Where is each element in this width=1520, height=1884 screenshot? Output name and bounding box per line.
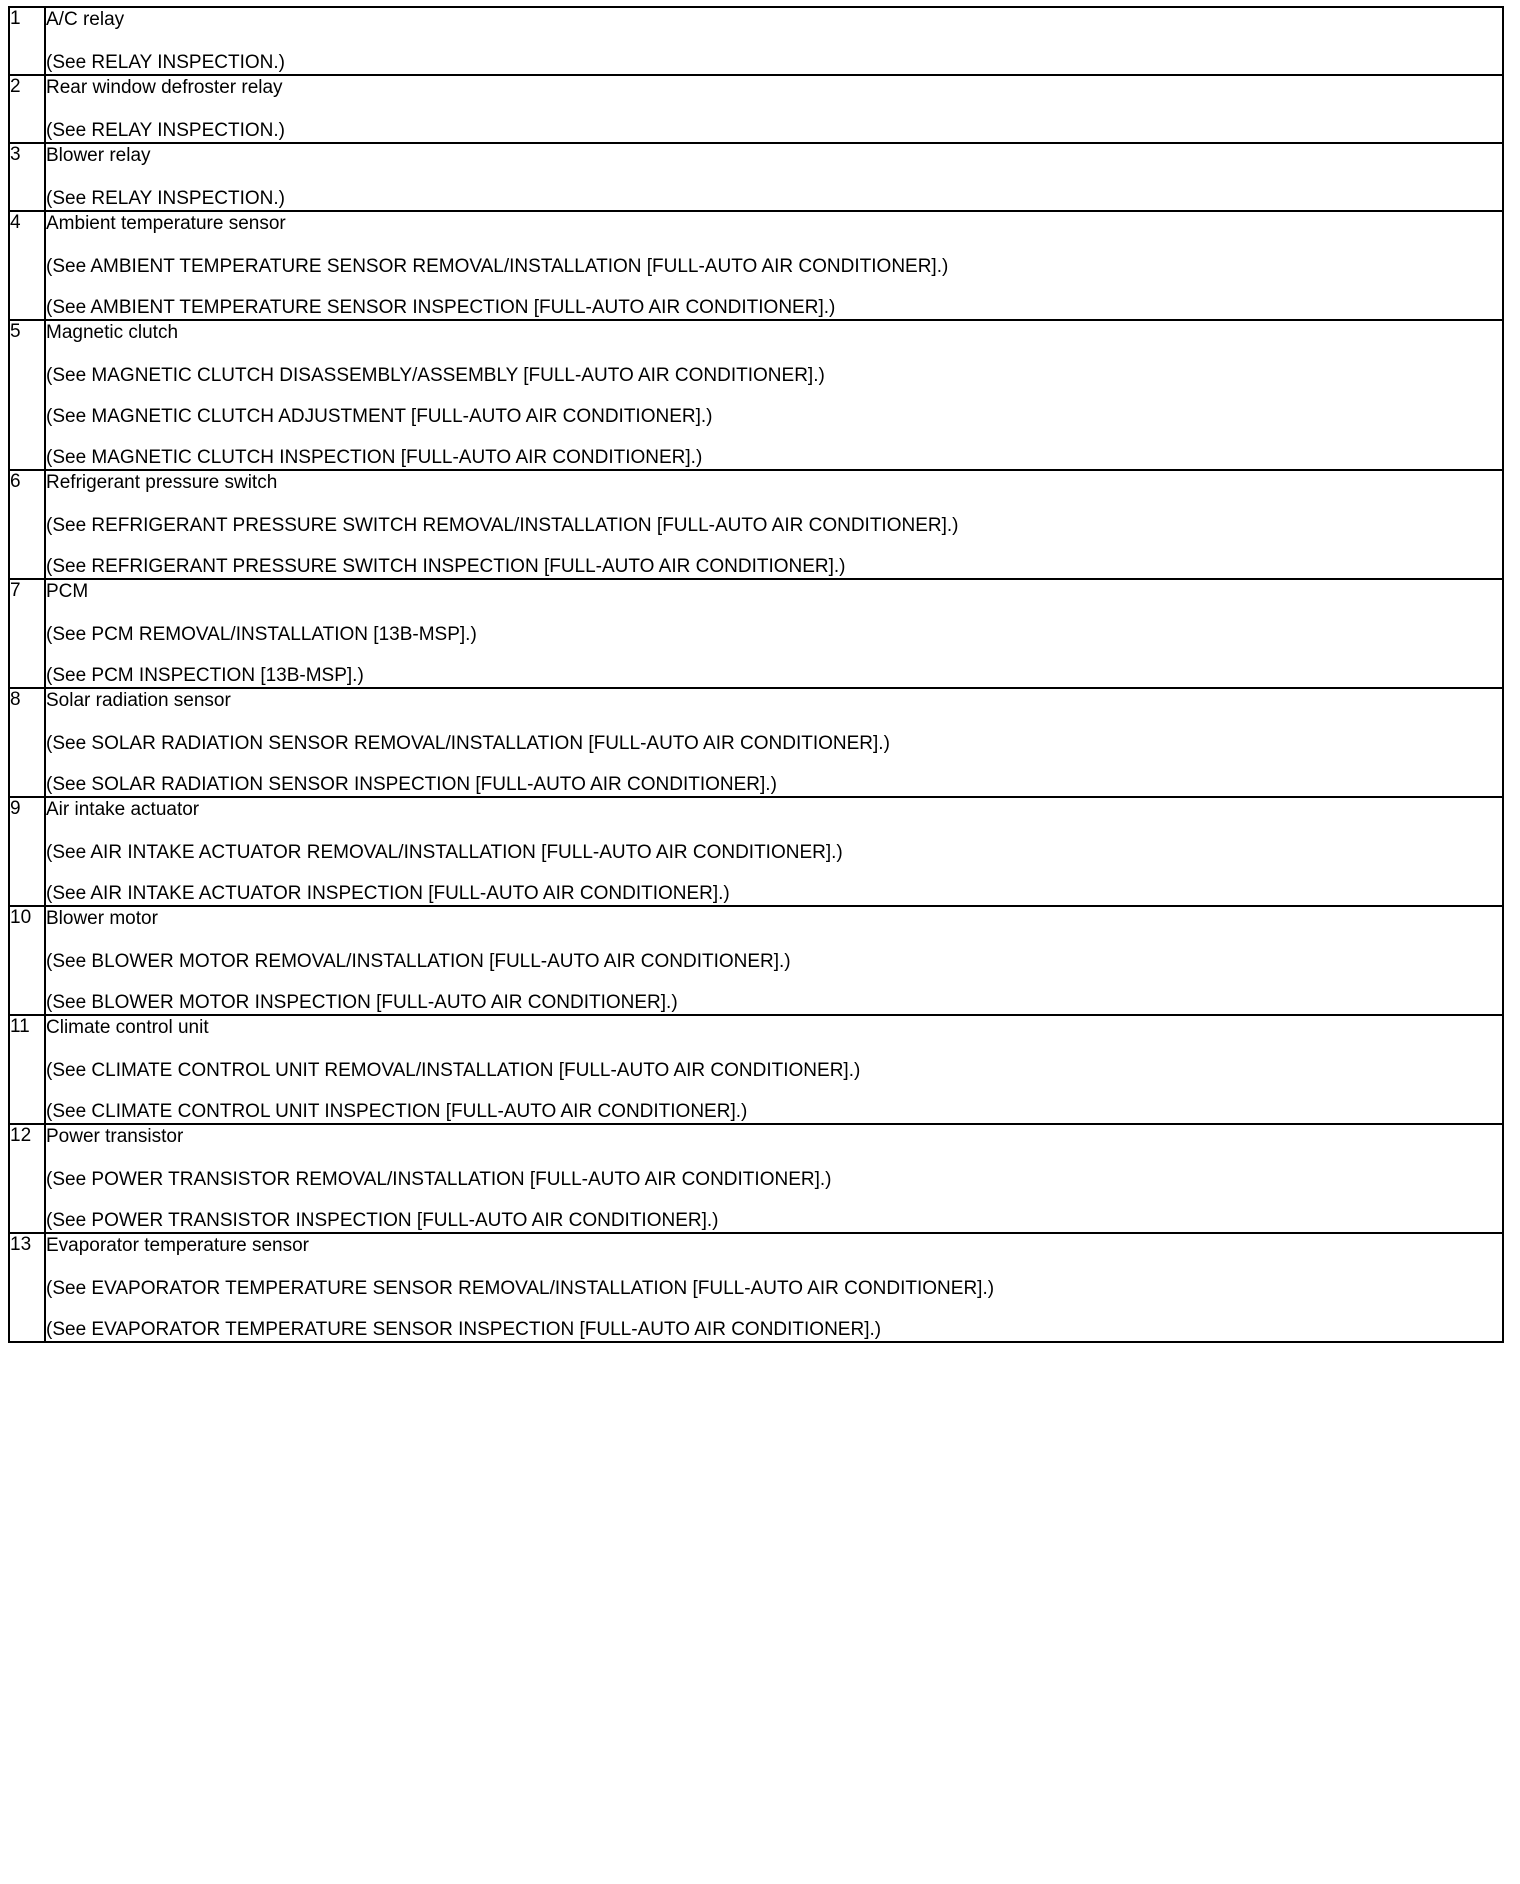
row-description bbox=[45, 211, 1503, 320]
reference-link[interactable]: (See SOLAR RADIATION SENSOR INSPECTION [FULL-AUTO AIR CONDITIONER].) bbox=[46, 774, 777, 795]
table-row bbox=[9, 579, 1503, 688]
reference-link[interactable]: (See MAGNETIC CLUTCH ADJUSTMENT [FULL-AUTO AIR CONDITIONER].) bbox=[46, 406, 713, 427]
table-row bbox=[9, 7, 1503, 75]
table-row bbox=[9, 75, 1503, 143]
table-row bbox=[9, 906, 1503, 1015]
part-name: Blower relay bbox=[46, 145, 151, 166]
reference-link[interactable]: (See CLIMATE CONTROL UNIT REMOVAL/INSTALLATION [FULL-AUTO AIR CONDITIONER].) bbox=[46, 1060, 861, 1081]
row-number: 13 bbox=[9, 1233, 45, 1342]
reference-link[interactable]: (See PCM INSPECTION [13B-MSP].) bbox=[46, 665, 364, 686]
part-name: Refrigerant pressure switch bbox=[46, 472, 278, 493]
row-description bbox=[45, 579, 1503, 688]
reference-link[interactable]: (See AMBIENT TEMPERATURE SENSOR INSPECTION [FULL-AUTO AIR CONDITIONER].) bbox=[46, 297, 836, 318]
reference-link[interactable]: (See PCM REMOVAL/INSTALLATION [13B-MSP].) bbox=[46, 624, 477, 645]
row-number: 8 bbox=[9, 688, 45, 797]
reference-link[interactable]: (See EVAPORATOR TEMPERATURE SENSOR INSPECTION [FULL-AUTO AIR CONDITIONER].) bbox=[46, 1319, 882, 1340]
reference-link[interactable]: (See AMBIENT TEMPERATURE SENSOR REMOVAL/INSTALLATION [FULL-AUTO AIR CONDITIONER].) bbox=[46, 256, 949, 277]
reference-link[interactable]: (See POWER TRANSISTOR REMOVAL/INSTALLATION [FULL-AUTO AIR CONDITIONER].) bbox=[46, 1169, 832, 1190]
part-name: Evaporator temperature sensor bbox=[46, 1235, 309, 1256]
reference-link[interactable]: (See EVAPORATOR TEMPERATURE SENSOR REMOVAL/INSTALLATION [FULL-AUTO AIR CONDITIONER].) bbox=[46, 1278, 995, 1299]
reference-link[interactable]: (See MAGNETIC CLUTCH DISASSEMBLY/ASSEMBLY [FULL-AUTO AIR CONDITIONER].) bbox=[46, 365, 825, 386]
part-name: Climate control unit bbox=[46, 1017, 209, 1038]
reference-link[interactable]: (See SOLAR RADIATION SENSOR REMOVAL/INSTALLATION [FULL-AUTO AIR CONDITIONER].) bbox=[46, 733, 890, 754]
table-row bbox=[9, 143, 1503, 211]
row-number: 12 bbox=[9, 1124, 45, 1233]
reference-link[interactable]: (See AIR INTAKE ACTUATOR REMOVAL/INSTALLATION [FULL-AUTO AIR CONDITIONER].) bbox=[46, 842, 843, 863]
reference-link[interactable]: (See MAGNETIC CLUTCH INSPECTION [FULL-AUTO AIR CONDITIONER].) bbox=[46, 447, 703, 468]
row-description bbox=[45, 7, 1503, 75]
row-description bbox=[45, 906, 1503, 1015]
reference-link[interactable]: (See RELAY INSPECTION.) bbox=[46, 188, 285, 209]
part-name: Ambient temperature sensor bbox=[46, 213, 286, 234]
table-row bbox=[9, 1015, 1503, 1124]
row-number: 6 bbox=[9, 470, 45, 579]
reference-link[interactable]: (See POWER TRANSISTOR INSPECTION [FULL-AUTO AIR CONDITIONER].) bbox=[46, 1210, 719, 1231]
part-name: Rear window defroster relay bbox=[46, 77, 283, 98]
reference-link[interactable]: (See CLIMATE CONTROL UNIT INSPECTION [FULL-AUTO AIR CONDITIONER].) bbox=[46, 1101, 748, 1122]
parts-reference-table bbox=[8, 6, 1504, 1343]
row-number: 3 bbox=[9, 143, 45, 211]
row-description bbox=[45, 1124, 1503, 1233]
table-row bbox=[9, 470, 1503, 579]
row-description bbox=[45, 688, 1503, 797]
table-row bbox=[9, 1124, 1503, 1233]
part-name: Power transistor bbox=[46, 1126, 184, 1147]
part-name: Solar radiation sensor bbox=[46, 690, 231, 711]
table-body bbox=[9, 7, 1503, 1342]
reference-link[interactable]: (See REFRIGERANT PRESSURE SWITCH INSPECTION [FULL-AUTO AIR CONDITIONER].) bbox=[46, 556, 846, 577]
table-row bbox=[9, 1233, 1503, 1342]
table-row bbox=[9, 211, 1503, 320]
row-number: 4 bbox=[9, 211, 45, 320]
row-description bbox=[45, 143, 1503, 211]
reference-link[interactable]: (See AIR INTAKE ACTUATOR INSPECTION [FULL-AUTO AIR CONDITIONER].) bbox=[46, 883, 730, 904]
row-description bbox=[45, 797, 1503, 906]
reference-link[interactable]: (See RELAY INSPECTION.) bbox=[46, 120, 285, 141]
row-description bbox=[45, 1015, 1503, 1124]
row-description bbox=[45, 470, 1503, 579]
reference-link[interactable]: (See RELAY INSPECTION.) bbox=[46, 52, 285, 73]
row-description bbox=[45, 1233, 1503, 1342]
row-description bbox=[45, 320, 1503, 470]
table-row bbox=[9, 688, 1503, 797]
reference-link[interactable]: (See REFRIGERANT PRESSURE SWITCH REMOVAL/INSTALLATION [FULL-AUTO AIR CONDITIONER].) bbox=[46, 515, 959, 536]
row-number: 2 bbox=[9, 75, 45, 143]
part-name: A/C relay bbox=[46, 9, 125, 30]
row-number: 5 bbox=[9, 320, 45, 470]
reference-link[interactable]: (See BLOWER MOTOR REMOVAL/INSTALLATION [FULL-AUTO AIR CONDITIONER].) bbox=[46, 951, 791, 972]
part-name: Magnetic clutch bbox=[46, 322, 179, 343]
part-name: Blower motor bbox=[46, 908, 158, 929]
row-number: 11 bbox=[9, 1015, 45, 1124]
row-number: 7 bbox=[9, 579, 45, 688]
row-number: 10 bbox=[9, 906, 45, 1015]
row-number: 9 bbox=[9, 797, 45, 906]
part-name: PCM bbox=[46, 581, 89, 602]
table-row bbox=[9, 320, 1503, 470]
row-description bbox=[45, 75, 1503, 143]
row-number: 1 bbox=[9, 7, 45, 75]
table-row bbox=[9, 797, 1503, 906]
reference-link[interactable]: (See BLOWER MOTOR INSPECTION [FULL-AUTO AIR CONDITIONER].) bbox=[46, 992, 678, 1013]
part-name: Air intake actuator bbox=[46, 799, 200, 820]
